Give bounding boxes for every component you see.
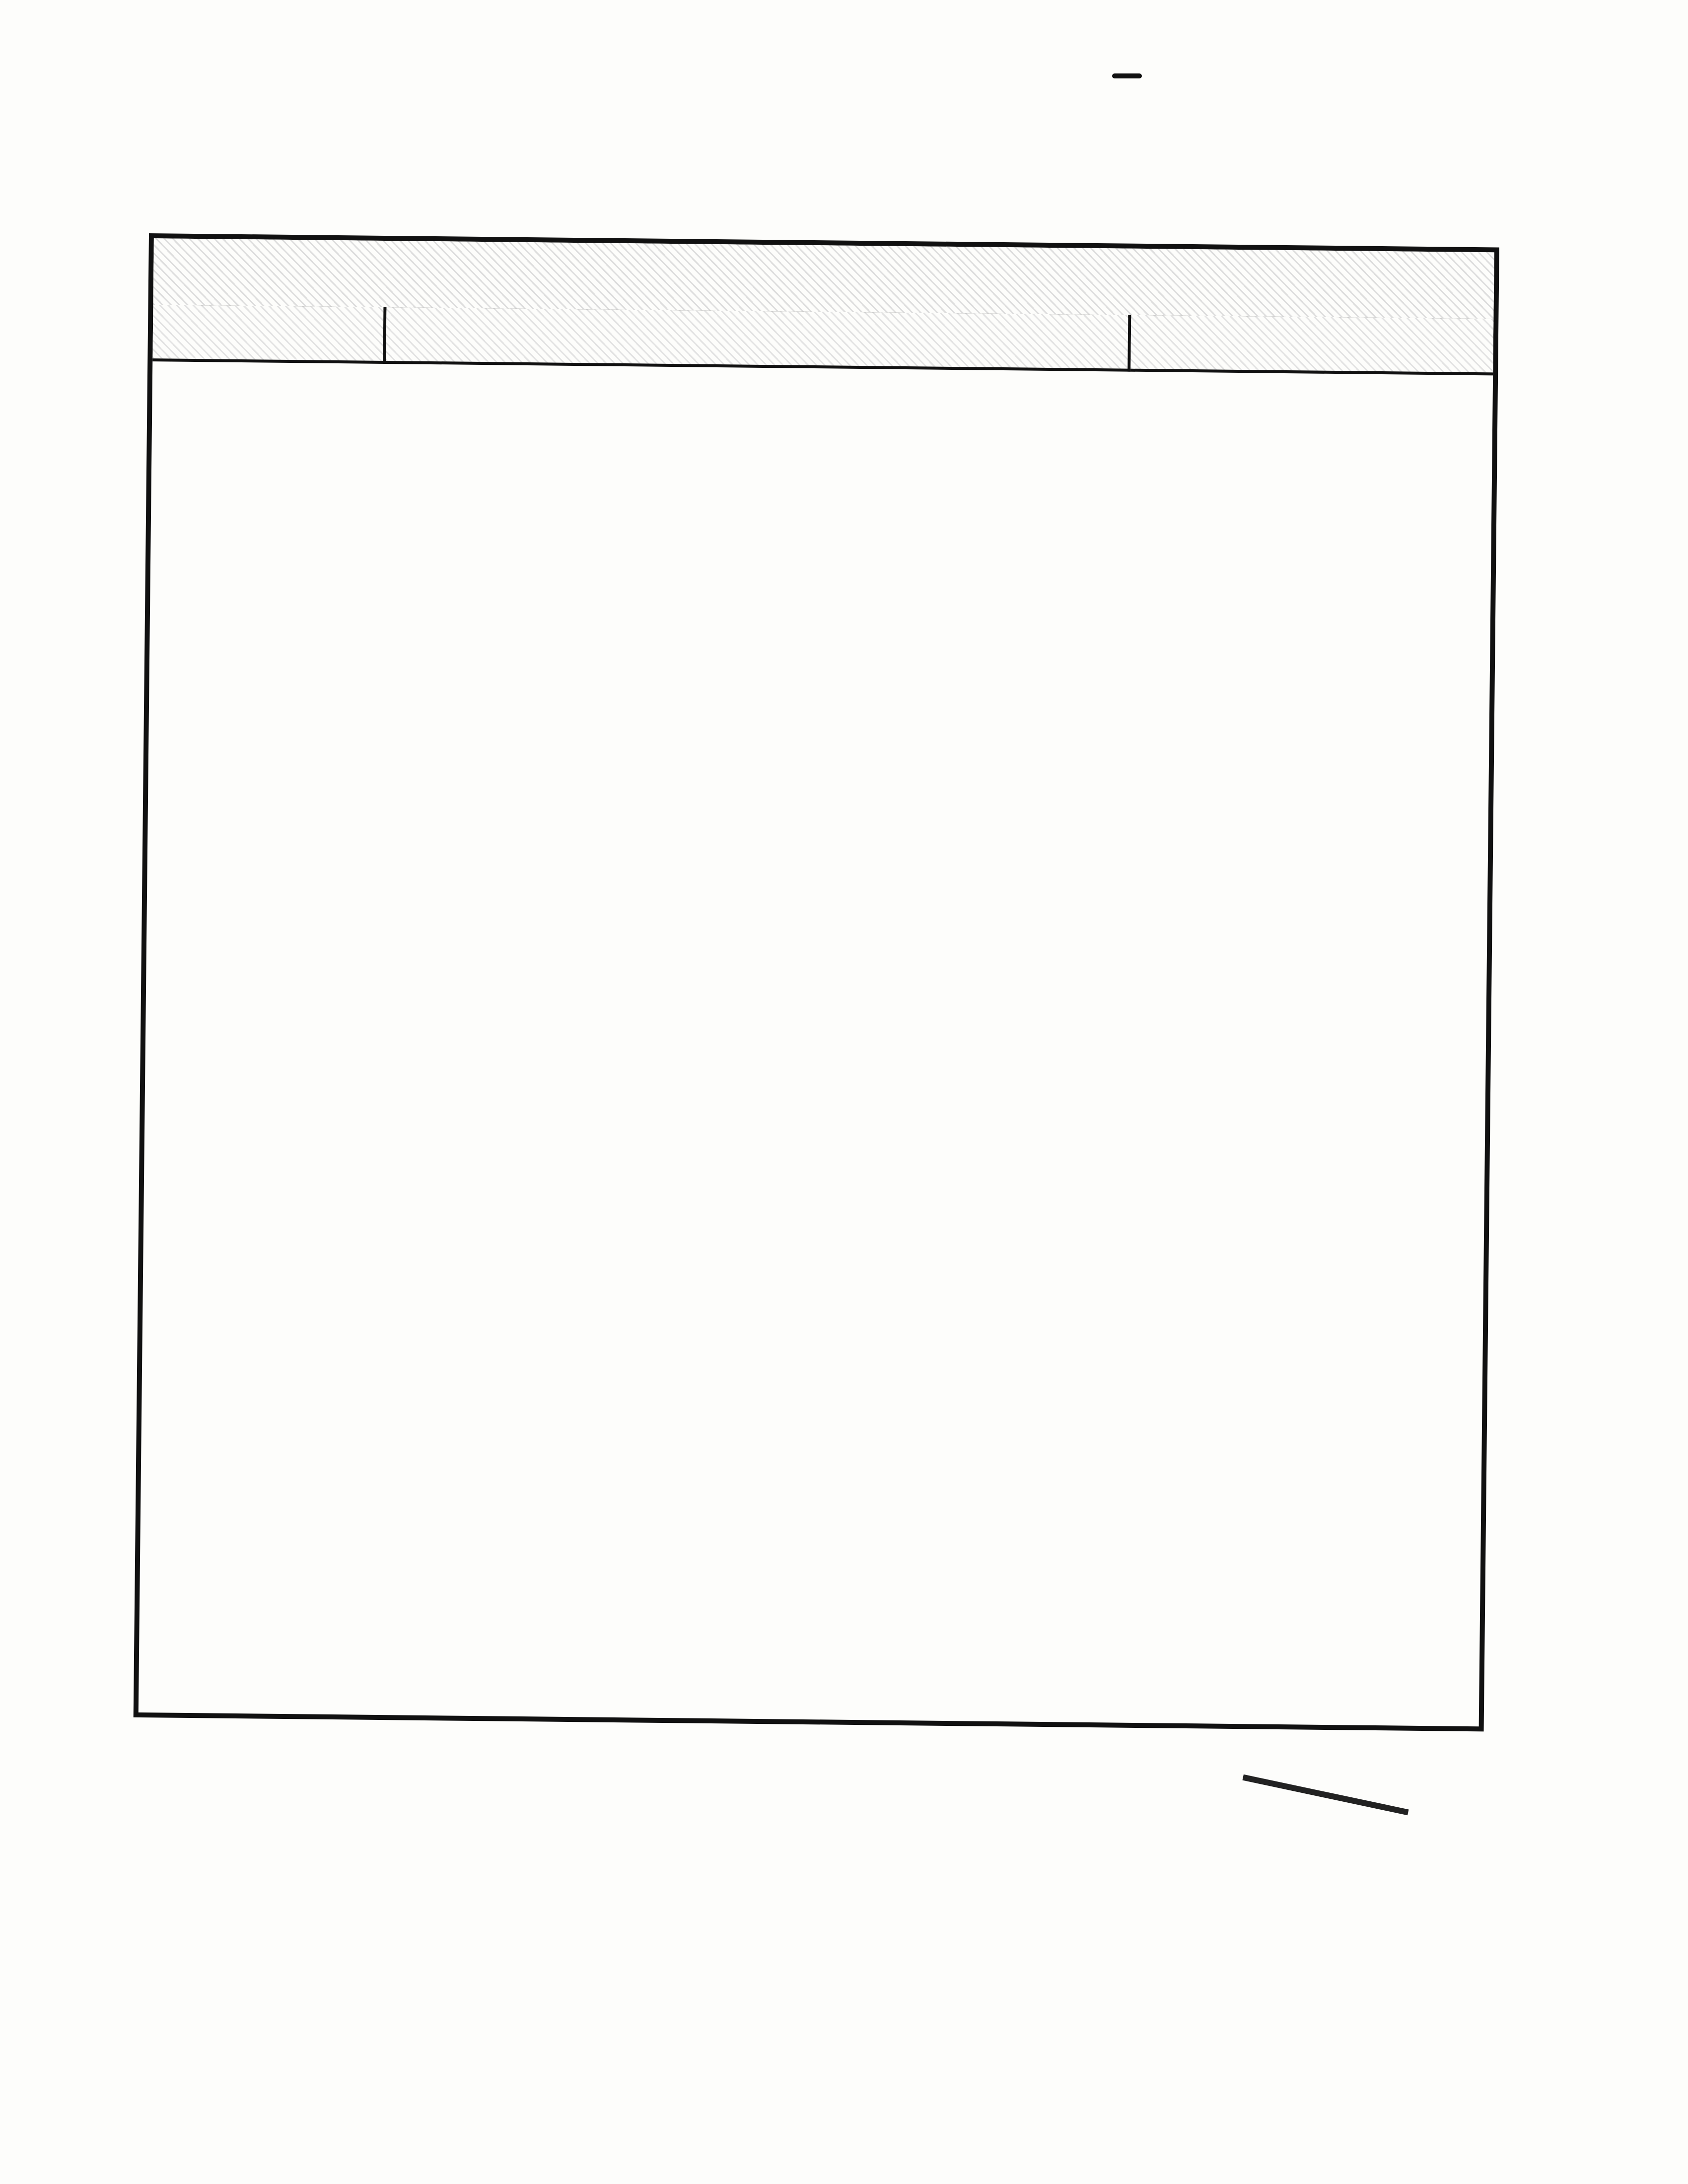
nbc-desk-log	[134, 233, 1499, 1731]
column-header-action	[1130, 315, 1493, 376]
ink-smudge	[1242, 1774, 1408, 1815]
stray-mark	[1112, 73, 1142, 78]
column-header-incident	[386, 307, 1131, 372]
column-header-time	[152, 305, 386, 364]
